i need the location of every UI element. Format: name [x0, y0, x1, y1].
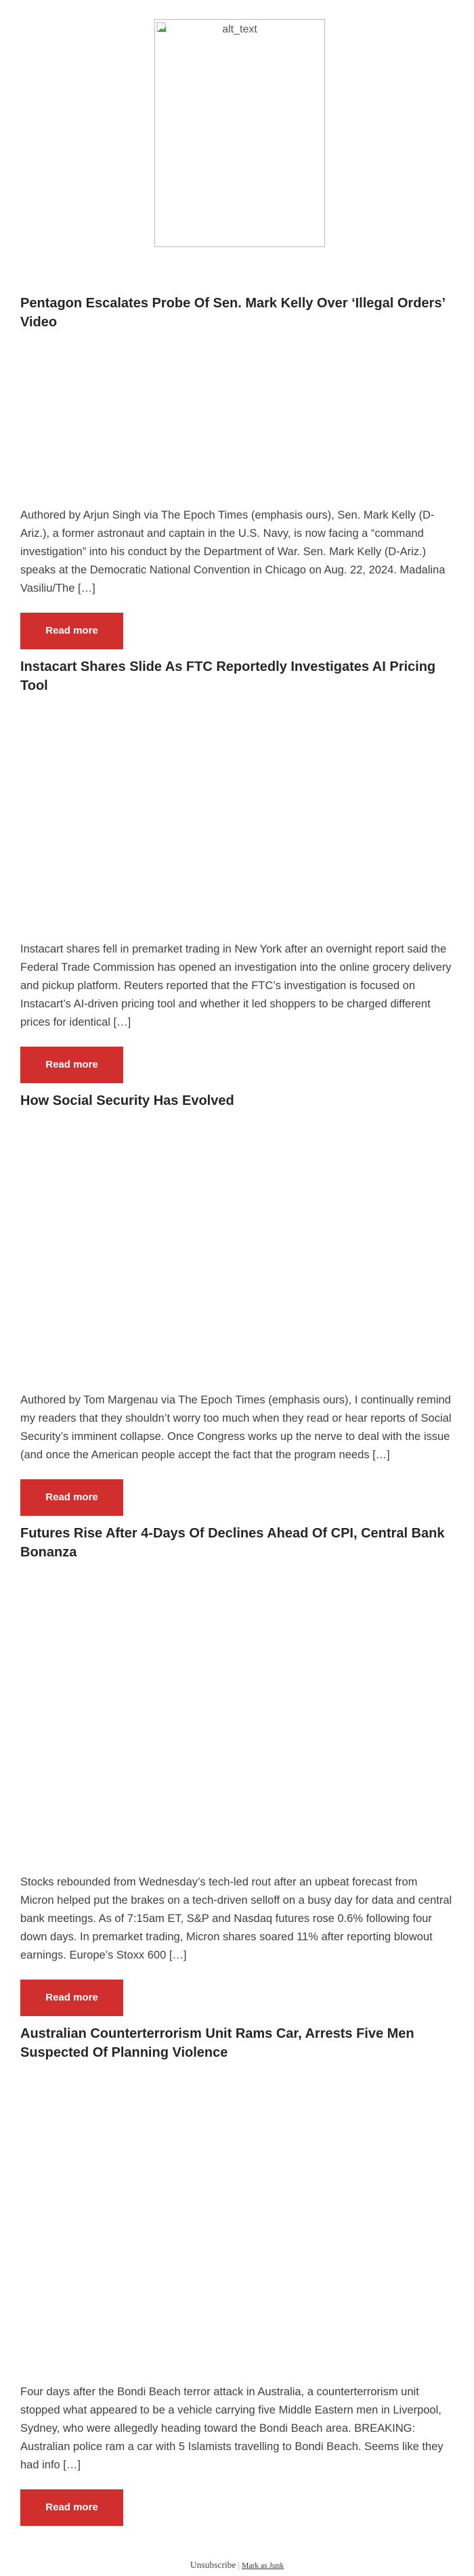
- footer: [0, 2560, 474, 2576]
- article-excerpt: Instacart shares fell in premarket trading in New York after an overnight report said the Federal Trade Commission has opened an investigation into the online grocery delivery and pickup platform. Reuters reported that the FTC’s investigation is focused on Instacart’s AI-driven pricing tool and whether it led shoppers to be charged different prices for identical […]: [20, 943, 452, 1028]
- article: [0, 2024, 474, 2526]
- image-alt-text: alt_text: [222, 24, 257, 35]
- footer-separator: |: [238, 2560, 240, 2570]
- article-image-area: [20, 2062, 454, 2383]
- article-title[interactable]: Australian Counterterrorism Unit Rams Car, Arrests Five Men Suspected Of Planning Violence: [20, 2026, 414, 2060]
- article-excerpt: Stocks rebounded from Wednesday’s tech-led rout after an upbeat forecast from Micron helped put the brakes on a tech-driven selloff on a busy day for data and central bank meetings. As of 7:15am ET, S&P and Nasdaq futures rose 0.6% following four down days. In premarket trading, Micron shares soared 11% after reporting blowout earnings. Europe’s Stoxx 600 […]: [20, 1876, 452, 1961]
- article-excerpt: Four days after the Bondi Beach terror attack in Australia, a counterterrorism unit stopped what appeared to be a vehicle carrying five Middle Eastern men in Liverpool, Sydney, who were allegedly heading toward the Bondi Beach area. BREAKING: Australian police ram a car with 5 Islamists travelling to Bondi Beach. Seems like they had info […]: [20, 2386, 444, 2471]
- unsubscribe-link[interactable]: Unsubscribe: [190, 2560, 236, 2570]
- article: [0, 1524, 474, 2016]
- article-image-area: [20, 695, 454, 940]
- article-image-area: [20, 1562, 454, 1873]
- article-title[interactable]: Futures Rise After 4-Days Of Declines Ahead Of CPI, Central Bank Bonanza: [20, 1526, 445, 1560]
- read-more-button[interactable]: Read more: [20, 613, 123, 649]
- article: [0, 294, 474, 649]
- article-title[interactable]: Instacart Shares Slide As FTC Reportedly Investigates AI Pricing Tool: [20, 659, 436, 693]
- read-more-button[interactable]: Read more: [20, 2489, 123, 2526]
- mark-as-junk-link[interactable]: Mark as Junk: [242, 2562, 284, 2570]
- article-excerpt: Authored by Tom Margenau via The Epoch Times (emphasis ours), I continually remind my readers that they shouldn’t worry too much when they read or hear reports of Social Security’s imminent collapse. Once Congress works up the nerve to deal with the issue (and once the American people accept the fact that the program needs […]: [20, 1394, 452, 1461]
- header-image: [154, 19, 325, 247]
- article-excerpt: Authored by Arjun Singh via The Epoch Times (emphasis ours), Sen. Mark Kelly (D-Ariz.), a former astronaut and captain in the U.S. Navy, is now facing a “command investigation” into his conduct by the Department of War. Sen. Mark Kelly (D-Ariz.) speaks at the Democratic National Convention in Chicago on Aug. 22, 2024. Madalina Vasiliu/The […]: [20, 509, 446, 594]
- article: [0, 657, 474, 1083]
- read-more-button[interactable]: Read more: [20, 1047, 123, 1083]
- article-title[interactable]: How Social Security Has Evolved: [20, 1093, 234, 1108]
- read-more-button[interactable]: Read more: [20, 1479, 123, 1516]
- article-title[interactable]: Pentagon Escalates Probe Of Sen. Mark Kelly Over ‘Illegal Orders’ Video: [20, 296, 445, 330]
- article-image-area: [20, 332, 454, 506]
- article-image-area: [20, 1110, 454, 1391]
- read-more-button[interactable]: Read more: [20, 1980, 123, 2016]
- article: [0, 1091, 474, 1516]
